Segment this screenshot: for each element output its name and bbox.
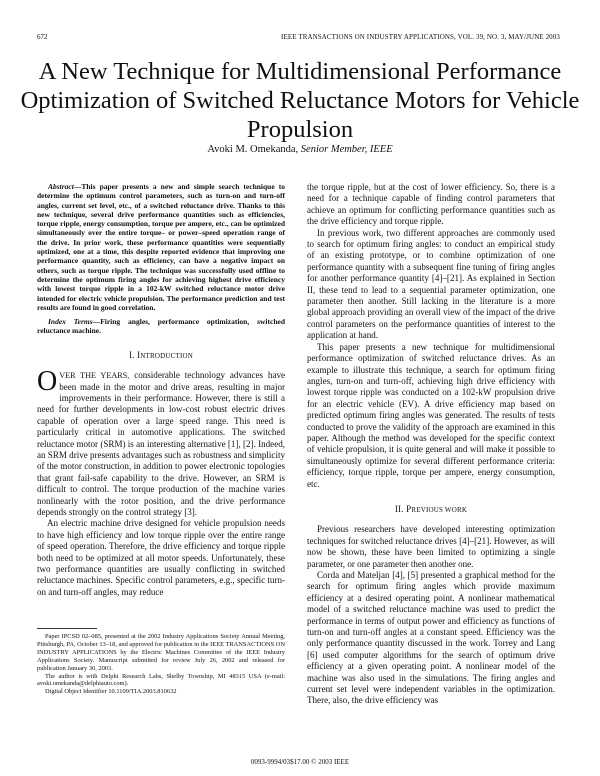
prev-work-paragraph-2: Corda and Mateljan [4], [5] presented a graphical method for the search for optimum firing angles which provide maximum efficiency at a desired operating point. A nonlinear mathematical model of a switched reluctance machine was used to predict the performance in terms of output power and efficiency as functions of turn-on and turn-off angles at a constant speed. Efficiency was the only performance quantity discussed in the work. Torrey and Lang [6] used computer algorithms for the search of optimum drive efficiency at a given operating point. A nonlinear model of the machine was also used in the simulations. The firing angles and current set level were independent variables in the optimization. There, also, the drive efficiency was (307, 570, 555, 706)
drop-cap: O (37, 366, 58, 398)
author-line (0, 144, 600, 155)
abstract-label: Abstract (48, 182, 74, 191)
footnote-affiliation: The author is with Delphi Research Labs, Shelby Township, MI 48315 USA (e-mail: avoki.omekanda@delphiauto.com). (37, 672, 285, 688)
copyright-footer: 0093-9994/03$17.00 © 2003 IEEE (250, 758, 350, 766)
index-terms-text: —Firing angles, performance optimization, switched reluctance machine. (37, 317, 285, 336)
index-terms-label: Index Terms (48, 317, 93, 327)
intro-paragraph-2: An electric machine drive designed for vehicle propulsion needs to have high efficiency and low torque ripple over the entire range of speed operation. Therefore, the drive efficiency and torque ripple both need to be optimized at all motor speeds. Unfortunately, these two performance quantities are usually conflicting in switched reluctance machines. Specific control parameters, e.g., specific turn-on and turn-off angles, may reduce (37, 518, 285, 597)
section-heading-previous-work: II. PREVIOUS WORK (394, 503, 468, 514)
prev-work-paragraph-1: Previous researchers have developed interesting optimization techniques for switched reluctance drives [4]–[21]. However, as will now be shown, these have been limited to optimizing a single parameter, or one parameter then another one. (307, 524, 555, 569)
index-terms (37, 317, 285, 336)
paper-title: A New Technique for Multidimensional Performance Optimization of Switched Reluctance Motors for Vehicle Propulsion (20, 58, 580, 143)
intro-paragraph-3: the torque ripple, but at the cost of lower efficiency. So, there is a need for a technique capable of finding control parameters that achieve an optimum for conflicting performance quantities such as the drive efficiency and torque ripple. (307, 182, 555, 227)
running-header: IEEE TRANSACTIONS ON INDUSTRY APPLICATIONS, VOL. 39, NO. 3, MAY/JUNE 2003 (281, 33, 560, 41)
footnote-doi: Digital Object Identifier 10.1109/TIA.2003.810632 (45, 688, 177, 696)
abstract (37, 182, 285, 312)
section-heading-introduction: I. INTRODUCTION (128, 349, 194, 360)
footnote-rule (37, 628, 97, 629)
right-column (307, 182, 555, 707)
author-name: Avoki M. Omekanda, (207, 144, 299, 155)
footnote-submission: Paper IPCSD 02–085, presented at the 2002 Industry Applications Society Annual Meeting, Pittsburgh, PA, October 13–18, and approved for publication in the IEEE TRANSACTIONS ON INDUSTRY APPLICATIONS by the Electric Machines Committee of the IEEE Industry Applications Society. Manuscript submitted for review July 26, 2002 and released for publication January 30, 2003. (37, 633, 285, 672)
left-column (37, 182, 285, 598)
intro-paragraph-4: In previous work, two different approaches are commonly used to search for optimum firing angles: to conduct an empirical study of an existing prototype, or to combine optimization of one performance quantity with a subsequent fine tuning of firing angles for another performance quantity [4]–[21]. As explained in Section II, these tend to lead to a sequential parameter optimization, one parameter then another. Still lacking in the literature is a more global approach providing an overall view of the impact of the drive control parameters on the performance quantities of interest to the application at hand. (307, 227, 555, 341)
intro-paragraph-1: OVER THE YEARS, considerable technology advances have been made in the motor and drive areas, resulting in major improvements in their performance. However, there is still a need for further developments in low-cost robust electric drives capable of operation over a large speed range. This need is particularly critical in automotive applications. The switched reluctance motor (SRM) is an interesting alternative [1], [2]. Indeed, an SRM drive presents advantages such as robustness and simplicity of the motor construction, in addition to power electronic topologies that grant fail-safe capability to the drive. However, an SRM is difficult to control. The torque production of the machine varies nonlinearly with the rotor position, and the drive performance depends strongly on the control strategy [3]. (37, 366, 285, 518)
author-role: Senior Member, IEEE (300, 144, 393, 155)
footnotes (37, 628, 285, 696)
intro-paragraph-5: This paper presents a new technique for multidimensional performance optimization of switched reluctance drives. As an example to illustrate this technique, a search for optimum firing angles, turn-on and turn-off, achieving high drive efficiency with lowest torque ripple was conducted on a 102-kW propulsion drive for an electric vehicle (EV). A drive efficiency map based on predicted optimum firing angles was generated. The results of tests conducted to prove the validity of the approach are examined in this paper. Although the method was developed for the specific context of vehicle propulsion, it is quite general and will make it possible to simultaneously optimize for several different performance criteria: efficiency, torque ripple, torque per ampere, energy consumption, etc. (307, 341, 555, 489)
abstract-text: —This paper presents a new and simple search technique to determine the optimum control parameters, such as turn-on and turn-off angles, current set level, etc., of a switched reluctance drive. Thanks to this new technique, several drive performance quantities such as efficiencies, torque ripple, energy consumption, torque per ampere, etc., can be optimized simultaneously over the entire torque– or power–speed operation range of the drive. In prior work, these performance quantities were sequentially optimized, one at a time, this despite reported evidence that improving one performance quantity, such as efficiency, can have a negative impact on others, such as torque ripple. The technique was successfully used offline to determine the optimum firing angles for achieving highest drive efficiency with lowest torque ripple in a 102-kW switched reluctance motor drive intended for electric vehicle propulsion. The performance prediction and test results are found in good correlation. (37, 182, 285, 312)
page-number: 672 (37, 33, 48, 41)
